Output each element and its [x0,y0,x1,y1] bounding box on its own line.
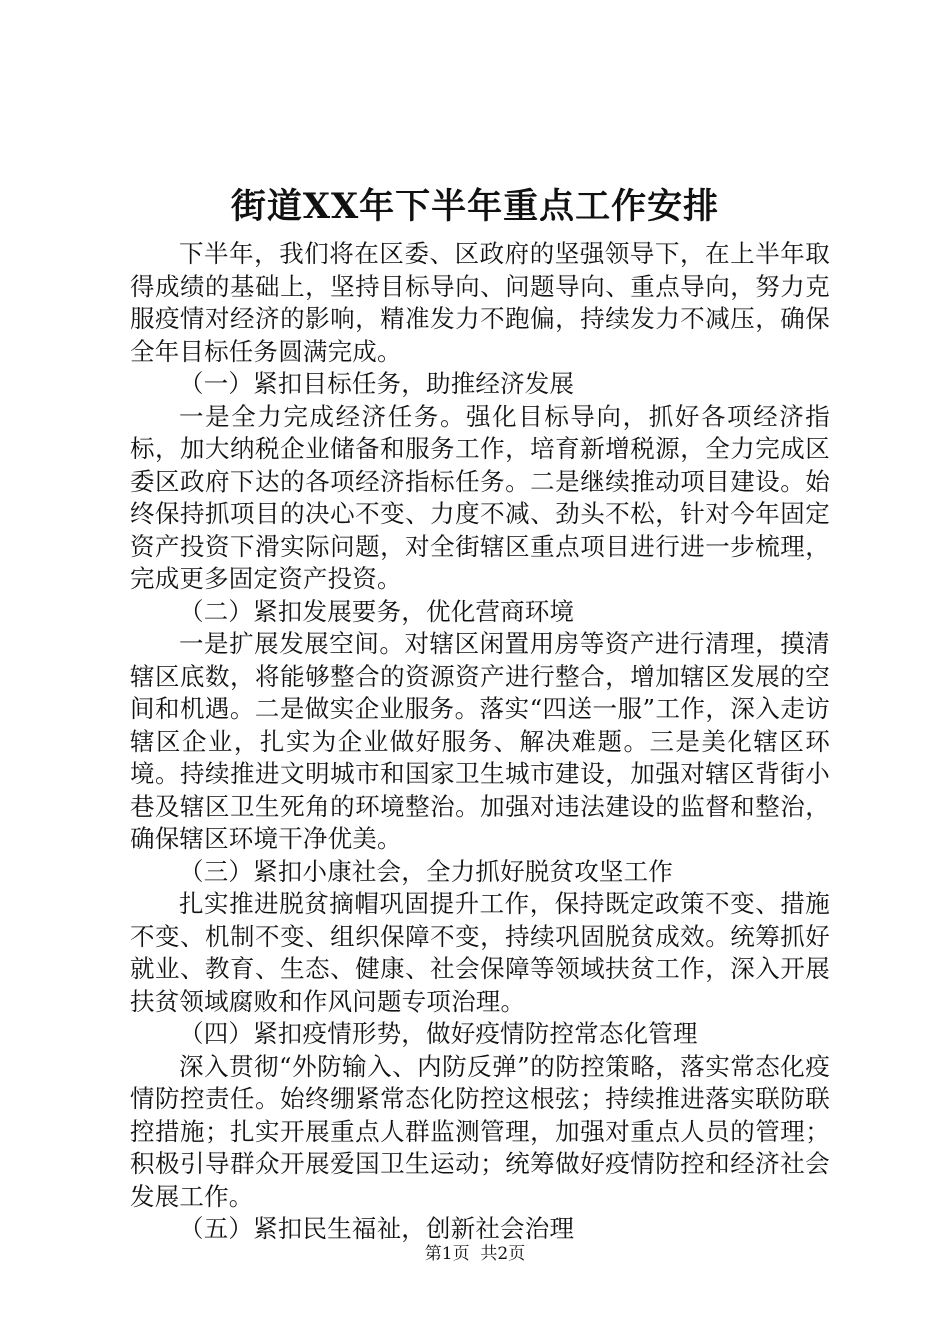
section-heading-1: （一）紧扣目标任务，助推经济发展 [179,369,575,398]
section-paragraph-2: 一是扩展发展空间。对辖区闲置用房等资产进行清理，摸清辖区底数，将能够整合的资源资产进行整合，增加辖区发展的空间和机遇。二是做实企业服务。落实“四送一服”工作，深入走访辖区企业，扎实为企业做好服务、解决难题。三是美化辖区环境。持续推进文明城市和国家卫生城市建设，加强对辖区背街小巷及辖区卫生死角的环境整治。加强对违法建设的监督和整治，确保辖区环境干净优美。 [130,629,830,853]
section-heading-4: （四）紧扣疫情形势，做好疫情防控常态化管理 [179,1019,698,1048]
page-footer [0,1242,950,1266]
intro-paragraph: 下半年，我们将在区委、区政府的坚强领导下，在上半年取得成绩的基础上，坚持目标导向、问题导向、重点导向，努力克服疫情对经济的影响，精准发力不跑偏，持续发力不减压，确保全年目标任务圆满完成。 [130,239,830,366]
page-total: 共2页 [480,1244,526,1264]
section-heading-3: （三）紧扣小康社会，全力抓好脱贫攻坚工作 [179,856,673,886]
section-heading-5: （五）紧扣民生福祉，创新社会治理 [179,1214,575,1243]
section-paragraph-1: 一是全力完成经济任务。强化目标导向，抓好各项经济指标，加大纳税企业储备和服务工作，培育新增税源，全力完成区委区政府下达的各项经济指标任务。二是继续推动项目建设。始终保持抓项目的决心不变、力度不减、劲头不松，针对今年固定资产投资下滑实际问题，对全街辖区重点项目进行进一步梳理，完成更多固定资产投资。 [130,401,830,593]
section-heading-2: （二）紧扣发展要务，优化营商环境 [179,596,575,626]
document-body [130,238,830,1246]
section-paragraph-4: 深入贯彻“外防输入、内防反弹”的防控策略，落实常态化疫情防控责任。始终绷紧常态化防控这根弦；持续推进落实联防联控措施；扎实开展重点人群监测管理，加强对重点人员的管理；积极引导群众开展爱国卫生运动；统筹做好疫情防控和经济社会发展工作。 [130,1051,830,1211]
document-title: 街道XX年下半年重点工作安排 [230,186,720,227]
section-paragraph-3: 扎实推进脱贫摘帽巩固提升工作，保持既定政策不变、措施不变、机制不变、组织保障不变，持续巩固脱贫成效。统筹抓好就业、教育、生态、健康、社会保障等领域扶贫工作，深入开展扶贫领域腐败和作风问题专项治理。 [130,889,830,1016]
page-number: 第1页 [424,1244,470,1264]
